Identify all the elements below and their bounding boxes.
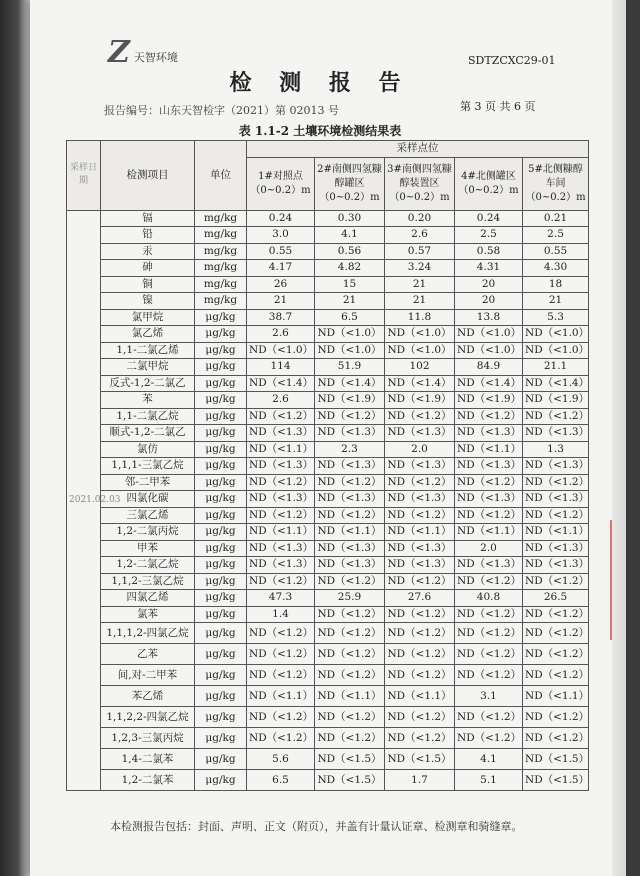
value-cell: 0.55 <box>523 243 589 260</box>
value-cell: 20 <box>455 276 523 293</box>
value-cell: 4.31 <box>455 260 523 277</box>
unit-cell: μg/kg <box>195 524 247 541</box>
value-cell: ND（<1.3） <box>247 540 315 557</box>
unit-cell: mg/kg <box>195 243 247 260</box>
item-cell: 四氯化碳 <box>101 491 195 508</box>
table-row <box>67 359 589 376</box>
value-cell: 84.9 <box>455 359 523 376</box>
value-cell: 0.20 <box>385 210 455 227</box>
unit-cell: mg/kg <box>195 260 247 277</box>
value-cell: ND（<1.3） <box>315 557 385 574</box>
value-cell: 27.6 <box>385 590 455 607</box>
value-cell: 5.1 <box>455 770 523 791</box>
table-row <box>67 590 589 607</box>
header-sample-points: 采样点位 <box>247 141 589 158</box>
value-cell: ND（<1.2） <box>523 665 589 686</box>
item-cell: 砷 <box>101 260 195 277</box>
value-cell: ND（<1.3） <box>455 557 523 574</box>
value-cell: ND（<1.3） <box>247 458 315 475</box>
table-row <box>67 326 589 343</box>
header-point-5: 5#北侧糠醇车间（0~0.2）m <box>523 157 589 210</box>
value-cell: ND（<1.2） <box>247 507 315 524</box>
table-row <box>67 227 589 244</box>
value-cell: 21 <box>315 293 385 310</box>
item-cell: 1,2-二氯乙烷 <box>101 557 195 574</box>
value-cell: ND（<1.3） <box>523 458 589 475</box>
table-row <box>67 728 589 749</box>
item-cell: 1,2,3-三氯丙烷 <box>101 728 195 749</box>
value-cell: ND（<1.0） <box>523 342 589 359</box>
value-cell: ND（<1.3） <box>523 425 589 442</box>
value-cell: 1.4 <box>247 606 315 623</box>
value-cell: 4.17 <box>247 260 315 277</box>
unit-cell: μg/kg <box>195 408 247 425</box>
value-cell: 21 <box>247 293 315 310</box>
unit-cell: μg/kg <box>195 770 247 791</box>
value-cell: 0.57 <box>385 243 455 260</box>
table-row <box>67 293 589 310</box>
value-cell: ND（<1.9） <box>455 392 523 409</box>
value-cell: ND（<1.2） <box>523 408 589 425</box>
value-cell: ND（<1.2） <box>455 644 523 665</box>
table-row <box>67 707 589 728</box>
item-cell: 铜 <box>101 276 195 293</box>
value-cell: ND（<1.2） <box>385 474 455 491</box>
value-cell: 0.30 <box>315 210 385 227</box>
value-cell: ND（<1.3） <box>385 491 455 508</box>
value-cell: ND（<1.1） <box>315 524 385 541</box>
value-cell: ND（<1.2） <box>315 623 385 644</box>
item-cell: 1,1,1-三氯乙烷 <box>101 458 195 475</box>
table-row <box>67 375 589 392</box>
value-cell: ND（<1.2） <box>455 408 523 425</box>
item-cell: 氯苯 <box>101 606 195 623</box>
value-cell: ND（<1.3） <box>315 458 385 475</box>
value-cell: 6.5 <box>247 770 315 791</box>
value-cell: 0.24 <box>247 210 315 227</box>
value-cell: 2.5 <box>523 227 589 244</box>
value-cell: ND（<1.1） <box>523 524 589 541</box>
logo-text: 天智环境 <box>133 51 178 64</box>
value-cell: ND（<1.2） <box>385 573 455 590</box>
value-cell: ND（<1.1） <box>455 524 523 541</box>
item-cell: 1,4-二氯苯 <box>101 749 195 770</box>
value-cell: ND（<1.2） <box>455 474 523 491</box>
value-cell: 0.24 <box>455 210 523 227</box>
value-cell: ND（<1.2） <box>385 707 455 728</box>
table-row <box>67 342 589 359</box>
table-row <box>67 507 589 524</box>
results-table <box>66 140 589 791</box>
table-row <box>67 524 589 541</box>
table-row <box>67 260 589 277</box>
value-cell: 6.5 <box>315 309 385 326</box>
value-cell: ND（<1.3） <box>455 425 523 442</box>
value-cell: ND（<1.3） <box>247 425 315 442</box>
table-row <box>67 425 589 442</box>
value-cell: ND（<1.3） <box>523 540 589 557</box>
value-cell: ND（<1.3） <box>385 458 455 475</box>
item-cell: 氯甲烷 <box>101 309 195 326</box>
item-cell: 甲苯 <box>101 540 195 557</box>
item-cell: 苯乙烯 <box>101 686 195 707</box>
unit-cell: μg/kg <box>195 540 247 557</box>
unit-cell: μg/kg <box>195 326 247 343</box>
value-cell: ND（<1.2） <box>523 644 589 665</box>
table-title: 表 1.1-2 土壤环境检测结果表 <box>238 124 402 138</box>
table-row <box>67 606 589 623</box>
item-cell: 1,1-二氯乙烷 <box>101 408 195 425</box>
value-cell: 2.6 <box>385 227 455 244</box>
item-cell: 铅 <box>101 227 195 244</box>
unit-cell: mg/kg <box>195 210 247 227</box>
unit-cell: μg/kg <box>195 665 247 686</box>
value-cell: 4.1 <box>315 227 385 244</box>
value-cell: ND（<1.2） <box>247 644 315 665</box>
value-cell: 2.6 <box>247 326 315 343</box>
value-cell: ND（<1.4） <box>247 375 315 392</box>
item-cell: 1,2-二氯丙烷 <box>101 524 195 541</box>
value-cell: ND（<1.3） <box>385 540 455 557</box>
value-cell: 25.9 <box>315 590 385 607</box>
value-cell: ND（<1.2） <box>247 665 315 686</box>
unit-cell: μg/kg <box>195 590 247 607</box>
table-row <box>67 665 589 686</box>
item-cell: 乙苯 <box>101 644 195 665</box>
value-cell: 102 <box>385 359 455 376</box>
value-cell: ND（<1.3） <box>247 557 315 574</box>
value-cell: ND（<1.2） <box>523 606 589 623</box>
value-cell: ND（<1.2） <box>247 623 315 644</box>
header-point-4: 4#北侧罐区（0~0.2）m <box>455 157 523 210</box>
table-row <box>67 243 589 260</box>
value-cell: 2.6 <box>247 392 315 409</box>
value-cell: ND（<1.0） <box>455 326 523 343</box>
page-number: 第 3 页 共 6 页 <box>460 100 536 113</box>
value-cell: ND（<1.5） <box>315 749 385 770</box>
company-logo <box>108 35 178 70</box>
value-cell: ND（<1.5） <box>523 749 589 770</box>
value-cell: 2.5 <box>455 227 523 244</box>
value-cell: ND（<1.2） <box>385 623 455 644</box>
unit-cell: μg/kg <box>195 458 247 475</box>
value-cell: ND（<1.2） <box>455 728 523 749</box>
value-cell: ND（<1.5） <box>315 770 385 791</box>
page-title: 检 测 报 告 <box>229 70 411 96</box>
value-cell: ND（<1.0） <box>455 342 523 359</box>
header-item: 检测项目 <box>101 141 195 211</box>
unit-cell: μg/kg <box>195 425 247 442</box>
unit-cell: μg/kg <box>195 606 247 623</box>
value-cell: ND（<1.3） <box>455 491 523 508</box>
seal-stamp <box>610 520 634 640</box>
value-cell: ND（<1.3） <box>247 491 315 508</box>
value-cell: ND（<1.5） <box>385 749 455 770</box>
table-row <box>67 623 589 644</box>
unit-cell: μg/kg <box>195 707 247 728</box>
value-cell: ND（<1.2） <box>523 507 589 524</box>
item-cell: 邻-二甲苯 <box>101 474 195 491</box>
value-cell: 21.1 <box>523 359 589 376</box>
value-cell: ND（<1.3） <box>455 458 523 475</box>
value-cell: 21 <box>385 276 455 293</box>
value-cell: ND（<1.2） <box>455 665 523 686</box>
value-cell: ND（<1.3） <box>315 425 385 442</box>
item-cell: 三氯乙烯 <box>101 507 195 524</box>
value-cell: ND（<1.9） <box>385 392 455 409</box>
value-cell: 3.24 <box>385 260 455 277</box>
value-cell: ND（<1.2） <box>385 507 455 524</box>
item-cell: 四氯乙烯 <box>101 590 195 607</box>
value-cell: 2.3 <box>315 441 385 458</box>
unit-cell: mg/kg <box>195 227 247 244</box>
value-cell: 51.9 <box>315 359 385 376</box>
value-cell: ND（<1.4） <box>455 375 523 392</box>
value-cell: ND（<1.1） <box>315 686 385 707</box>
value-cell: ND（<1.3） <box>315 540 385 557</box>
item-cell: 顺式-1,2-二氯乙 <box>101 425 195 442</box>
header-point-1: 1#对照点（0~0.2）m <box>247 157 315 210</box>
table-row <box>67 474 589 491</box>
value-cell: ND（<1.2） <box>247 573 315 590</box>
value-cell: ND（<1.0） <box>523 326 589 343</box>
value-cell: ND（<1.2） <box>455 707 523 728</box>
value-cell: 5.3 <box>523 309 589 326</box>
value-cell: ND（<1.3） <box>315 491 385 508</box>
table-row <box>67 573 589 590</box>
value-cell: 3.1 <box>455 686 523 707</box>
value-cell: ND（<1.2） <box>315 408 385 425</box>
unit-cell: μg/kg <box>195 342 247 359</box>
item-cell: 反式-1,2-二氯乙 <box>101 375 195 392</box>
value-cell: 0.56 <box>315 243 385 260</box>
logo-z-icon: Z <box>108 35 130 70</box>
unit-cell: μg/kg <box>195 491 247 508</box>
value-cell: ND（<1.2） <box>523 623 589 644</box>
unit-cell: mg/kg <box>195 276 247 293</box>
value-cell: 18 <box>523 276 589 293</box>
value-cell: 38.7 <box>247 309 315 326</box>
value-cell: 11.8 <box>385 309 455 326</box>
value-cell: 0.55 <box>247 243 315 260</box>
value-cell: ND（<1.9） <box>523 392 589 409</box>
value-cell: ND（<1.2） <box>385 408 455 425</box>
value-cell: ND（<1.2） <box>385 665 455 686</box>
value-cell: ND（<1.2） <box>385 728 455 749</box>
value-cell: ND（<1.2） <box>523 573 589 590</box>
value-cell: ND（<1.1） <box>385 686 455 707</box>
item-cell: 镉 <box>101 210 195 227</box>
unit-cell: μg/kg <box>195 728 247 749</box>
value-cell: ND（<1.0） <box>315 326 385 343</box>
value-cell: ND（<1.9） <box>315 392 385 409</box>
value-cell: ND（<1.2） <box>455 606 523 623</box>
unit-cell: μg/kg <box>195 359 247 376</box>
item-cell: 1,2-二氯苯 <box>101 770 195 791</box>
value-cell: ND（<1.4） <box>523 375 589 392</box>
value-cell: ND（<1.2） <box>455 573 523 590</box>
value-cell: 13.8 <box>455 309 523 326</box>
unit-cell: μg/kg <box>195 557 247 574</box>
value-cell: ND（<1.2） <box>385 644 455 665</box>
value-cell: 5.6 <box>247 749 315 770</box>
value-cell: 1.7 <box>385 770 455 791</box>
value-cell: 40.8 <box>455 590 523 607</box>
value-cell: 21 <box>385 293 455 310</box>
table-row <box>67 276 589 293</box>
value-cell: ND（<1.2） <box>247 408 315 425</box>
sample-date-cell: 2021.02.03 <box>67 210 101 791</box>
header-unit: 单位 <box>195 141 247 211</box>
value-cell: 15 <box>315 276 385 293</box>
value-cell: ND（<1.2） <box>315 606 385 623</box>
unit-cell: μg/kg <box>195 441 247 458</box>
item-cell: 苯 <box>101 392 195 409</box>
unit-cell: μg/kg <box>195 686 247 707</box>
value-cell: ND（<1.2） <box>315 644 385 665</box>
value-cell: ND（<1.2） <box>247 474 315 491</box>
value-cell: ND（<1.2） <box>315 474 385 491</box>
table-row <box>67 644 589 665</box>
value-cell: ND（<1.2） <box>523 707 589 728</box>
unit-cell: μg/kg <box>195 573 247 590</box>
item-cell: 1,1-二氯乙烯 <box>101 342 195 359</box>
value-cell: ND（<1.2） <box>315 573 385 590</box>
value-cell: ND（<1.3） <box>523 557 589 574</box>
value-cell: 21 <box>523 293 589 310</box>
item-cell: 氯乙烯 <box>101 326 195 343</box>
value-cell: ND（<1.5） <box>523 770 589 791</box>
header-sample-date: 采样日期 <box>67 141 101 211</box>
item-cell: 氯仿 <box>101 441 195 458</box>
value-cell: ND（<1.0） <box>247 342 315 359</box>
table-row <box>67 770 589 791</box>
value-cell: ND（<1.2） <box>523 474 589 491</box>
table-row <box>67 540 589 557</box>
unit-cell: mg/kg <box>195 293 247 310</box>
value-cell: ND（<1.0） <box>385 342 455 359</box>
footer-note: 本检测报告包括：封面、声明、正文（附页），并盖有计量认证章、检测章和骑缝章。 <box>110 820 523 833</box>
value-cell: ND（<1.4） <box>315 375 385 392</box>
value-cell: 0.21 <box>523 210 589 227</box>
value-cell: 4.30 <box>523 260 589 277</box>
value-cell: ND（<1.1） <box>247 524 315 541</box>
value-cell: ND（<1.2） <box>315 707 385 728</box>
table-row <box>67 458 589 475</box>
value-cell: 0.58 <box>455 243 523 260</box>
value-cell: ND（<1.1） <box>523 686 589 707</box>
item-cell: 间,对-二甲苯 <box>101 665 195 686</box>
value-cell: ND（<1.2） <box>247 707 315 728</box>
value-cell: 26.5 <box>523 590 589 607</box>
value-cell: ND（<1.2） <box>315 507 385 524</box>
item-cell: 1,1,2-三氯乙烷 <box>101 573 195 590</box>
value-cell: ND（<1.1） <box>247 686 315 707</box>
value-cell: ND（<1.2） <box>315 728 385 749</box>
value-cell: ND（<1.3） <box>523 491 589 508</box>
unit-cell: μg/kg <box>195 474 247 491</box>
table-row <box>67 749 589 770</box>
table-row <box>67 309 589 326</box>
value-cell: 2.0 <box>455 540 523 557</box>
value-cell: ND（<1.2） <box>315 665 385 686</box>
value-cell: 2.0 <box>385 441 455 458</box>
header-point-2: 2#南侧四氢糠醇罐区（0~0.2）m <box>315 157 385 210</box>
results-body <box>67 210 589 791</box>
value-cell: ND（<1.0） <box>385 326 455 343</box>
item-cell: 二氯甲烷 <box>101 359 195 376</box>
value-cell: ND（<1.2） <box>247 728 315 749</box>
unit-cell: μg/kg <box>195 507 247 524</box>
table-row <box>67 441 589 458</box>
item-cell: 1,1,2,2-四氯乙烷 <box>101 707 195 728</box>
item-cell: 汞 <box>101 243 195 260</box>
value-cell: ND（<1.2） <box>385 606 455 623</box>
unit-cell: μg/kg <box>195 749 247 770</box>
unit-cell: μg/kg <box>195 375 247 392</box>
value-cell: 4.82 <box>315 260 385 277</box>
table-row <box>67 210 589 227</box>
unit-cell: μg/kg <box>195 623 247 644</box>
table-row <box>67 686 589 707</box>
value-cell: ND（<1.1） <box>385 524 455 541</box>
value-cell: 114 <box>247 359 315 376</box>
table-row <box>67 557 589 574</box>
unit-cell: μg/kg <box>195 392 247 409</box>
value-cell: ND（<1.3） <box>385 425 455 442</box>
header-point-3: 3#南侧四氢糠醇装置区（0~0.2）m <box>385 157 455 210</box>
value-cell: ND（<1.3） <box>385 557 455 574</box>
value-cell: ND（<1.0） <box>315 342 385 359</box>
item-cell: 镍 <box>101 293 195 310</box>
value-cell: 26 <box>247 276 315 293</box>
unit-cell: μg/kg <box>195 644 247 665</box>
table-row <box>67 408 589 425</box>
table-row <box>67 392 589 409</box>
value-cell: ND（<1.2） <box>523 728 589 749</box>
value-cell: ND（<1.4） <box>385 375 455 392</box>
value-cell: ND（<1.2） <box>455 507 523 524</box>
unit-cell: μg/kg <box>195 309 247 326</box>
value-cell: ND（<1.1） <box>247 441 315 458</box>
value-cell: 4.1 <box>455 749 523 770</box>
item-cell: 1,1,1,2-四氯乙烷 <box>101 623 195 644</box>
value-cell: 20 <box>455 293 523 310</box>
document-code: SDTZCXC29-01 <box>468 54 556 67</box>
value-cell: ND（<1.1） <box>455 441 523 458</box>
value-cell: 47.3 <box>247 590 315 607</box>
value-cell: 3.0 <box>247 227 315 244</box>
value-cell: 1.3 <box>523 441 589 458</box>
value-cell: ND（<1.2） <box>455 623 523 644</box>
report-number: 报告编号：山东天智检字（2021）第 02013 号 <box>104 104 339 117</box>
table-row <box>67 491 589 508</box>
